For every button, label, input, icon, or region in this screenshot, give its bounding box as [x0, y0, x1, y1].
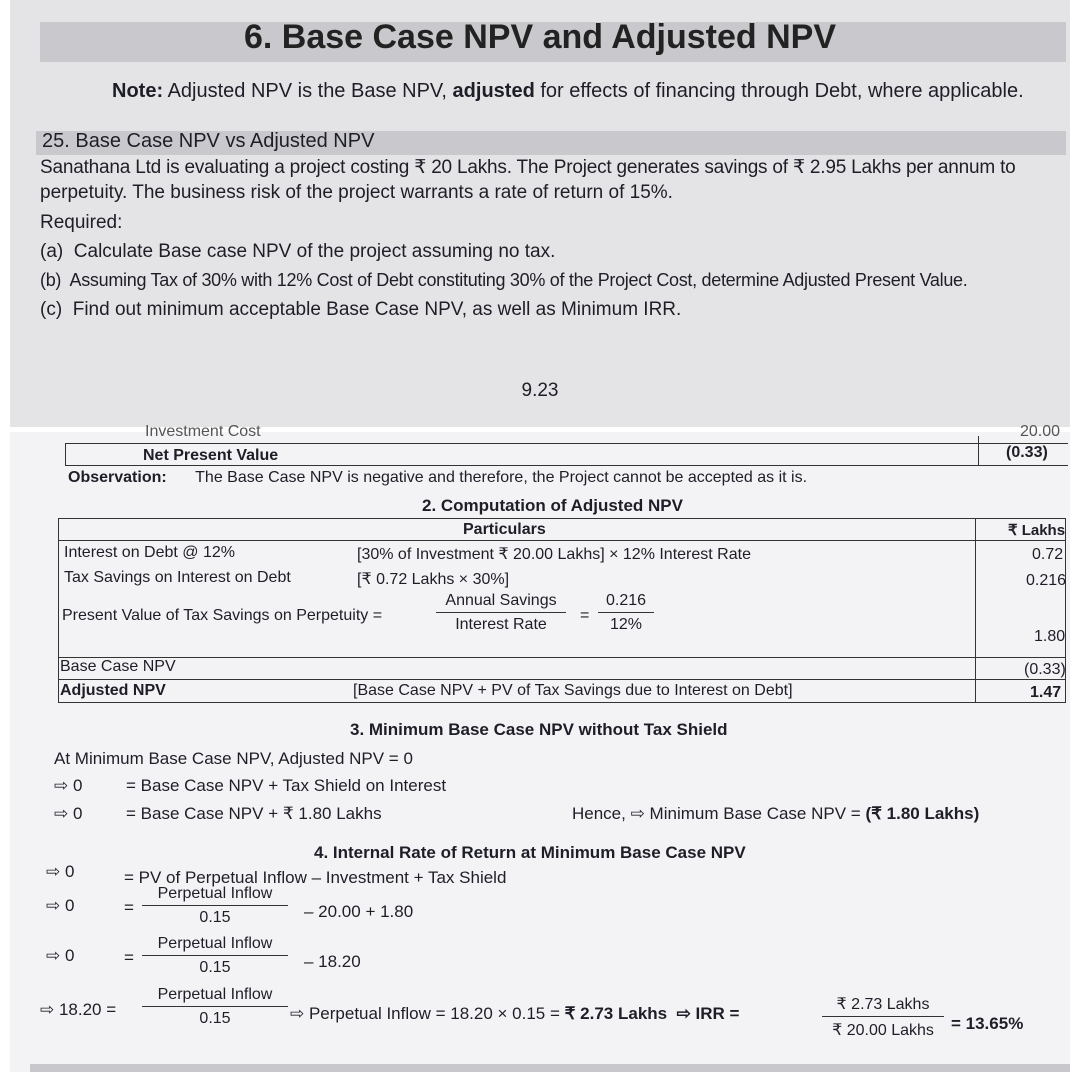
- row-pv-equals: =: [580, 607, 590, 624]
- observation: [68, 469, 807, 487]
- section-3-title: 3. Minimum Base Case NPV without Tax Shield: [350, 720, 728, 739]
- step-3-equals: =: [124, 948, 134, 967]
- adj-table-line-left: [58, 518, 59, 702]
- note-label: Note:: [112, 80, 164, 102]
- note: [112, 80, 1024, 103]
- part-b-text: Assuming Tax of 30% with 12% Cost of Debt constituting 30% of the Project Cost, determine Adjusted Present Value.: [69, 270, 968, 290]
- part-a-label: (a): [40, 241, 64, 262]
- note-text-2: for effects of financing through Debt, where applicable.: [540, 80, 1024, 102]
- step-1-rhs: = PV of Perpetual Inflow – Investment + Tax Shield: [124, 868, 507, 887]
- step-1-lhs: ⇨ 0: [46, 862, 75, 881]
- row-pv-frac2-den: 12%: [609, 616, 643, 633]
- adj-table-line-header: [58, 540, 1066, 541]
- step-4-den: 0.15: [199, 1010, 231, 1027]
- adj-table-line-adjusted: [58, 679, 1066, 680]
- question-number: 25.: [42, 130, 70, 152]
- step-4-mid-text: ⇨ Perpetual Inflow = 18.20 × 0.15 =: [290, 1004, 560, 1023]
- adj-table-line-bottom: [58, 702, 1066, 703]
- row-adjusted-npv-detail: [Base Case NPV + PV of Tax Savings due to Interest on Debt]: [353, 682, 793, 699]
- chapter-title: 6. Base Case NPV and Adjusted NPV: [243, 18, 837, 56]
- observation-text: The Base Case NPV is negative and therefore, the Project cannot be accepted as it is.: [195, 469, 808, 486]
- question-title-text: Base Case NPV vs Adjusted NPV: [75, 130, 375, 152]
- section-3-line-2-rhs: = Base Case NPV + Tax Shield on Interest: [126, 776, 447, 795]
- step-4-irr-num: ₹ 2.73 Lakhs: [822, 994, 944, 1017]
- step-2-rest: – 20.00 + 1.80: [304, 902, 414, 921]
- row-interest-detail: [30% of Investment ₹ 20.00 Lakhs] × 12% Interest Rate: [357, 546, 751, 563]
- row-pv-fraction-2: [598, 592, 654, 634]
- cutoff-investment-label: Investment Cost: [145, 423, 261, 440]
- part-a-text: Calculate Base case NPV of the project assuming no tax.: [73, 241, 556, 262]
- step-4-mid: [290, 1004, 739, 1024]
- npv-row-label: Net Present Value: [143, 447, 279, 464]
- note-text-1: Adjusted NPV is the Base NPV,: [167, 80, 447, 102]
- section-3-line-1: At Minimum Base Case NPV, Adjusted NPV = 0: [54, 749, 413, 768]
- step-2-num: Perpetual Inflow: [142, 885, 288, 906]
- step-3-rest: – 18.20: [304, 952, 361, 971]
- row-pv-frac1-num: Annual Savings: [436, 592, 566, 613]
- row-pv-frac1-den: Interest Rate: [455, 616, 547, 633]
- bottom-page-edge-band: [30, 1064, 1070, 1072]
- required-part-c: [40, 299, 681, 321]
- row-pv-value: 1.80: [1034, 628, 1066, 645]
- row-tax-savings-value: 0.216: [1026, 572, 1067, 589]
- step-3-lhs: ⇨ 0: [46, 946, 75, 965]
- row-adjusted-npv-value: 1.47: [1030, 684, 1062, 701]
- section-3-line-2-lhs: ⇨ 0: [54, 776, 83, 795]
- page-number: 9.23: [521, 380, 559, 401]
- section-3-conclusion: [572, 804, 979, 824]
- section-3-conclusion-value: (₹ 1.80 Lakhs): [865, 804, 980, 823]
- part-c-text: Find out minimum acceptable Base Case NPV, as well as Minimum IRR.: [72, 299, 682, 320]
- step-3-fraction: [142, 935, 288, 977]
- step-2-lhs: ⇨ 0: [46, 896, 75, 915]
- section-2-title: 2. Computation of Adjusted NPV: [422, 496, 683, 515]
- step-4-result: = 13.65%: [951, 1014, 1024, 1033]
- npv-table-line-top: [65, 443, 1068, 444]
- step-2-den: 0.15: [199, 909, 231, 926]
- step-4-inflow: ₹ 2.73 Lakhs: [564, 1004, 668, 1023]
- step-2-equals: =: [124, 898, 134, 917]
- step-4-fraction: [142, 986, 288, 1028]
- row-tax-savings-label: Tax Savings on Interest on Debt: [64, 569, 291, 586]
- col-amount: ₹ Lakhs: [1008, 522, 1066, 539]
- npv-table-line-left: [65, 443, 66, 465]
- adj-table-line-top: [58, 518, 1066, 519]
- cutoff-investment-value: 20.00: [1020, 423, 1061, 440]
- npv-table-line-bottom: [65, 465, 1068, 466]
- top-page: [10, 0, 1070, 427]
- note-bold: adjusted: [452, 80, 535, 102]
- col-particulars: Particulars: [463, 521, 546, 538]
- adj-table-line-mid: [975, 518, 976, 702]
- section-3-line-3-lhs: ⇨ 0: [54, 804, 83, 823]
- question-title: [42, 130, 374, 153]
- question-line-1: Sanathana Ltd is evaluating a project costing ₹ 20 Lakhs. The Project generates savings of ₹ 2.95 Lakhs per annum to: [40, 157, 1016, 178]
- step-3-den: 0.15: [199, 959, 231, 976]
- step-4-irr-fraction: [822, 994, 944, 1040]
- bottom-page: [10, 423, 1070, 1072]
- section-3-conclusion-text: Hence, ⇨ Minimum Base Case NPV =: [572, 804, 861, 823]
- step-2-fraction: [142, 885, 288, 927]
- step-4-irr-label: ⇨ IRR =: [676, 1004, 740, 1023]
- observation-label: Observation:: [68, 469, 167, 486]
- npv-row-value: (0.33): [1006, 444, 1048, 461]
- step-4-irr-den: ₹ 20.00 Lakhs: [832, 1022, 934, 1039]
- section-4-title: 4. Internal Rate of Return at Minimum Base Case NPV: [314, 843, 746, 862]
- step-4-num: Perpetual Inflow: [142, 986, 288, 1007]
- question-line-2: perpetuity. The business risk of the project warrants a rate of return of 15%.: [40, 182, 673, 203]
- step-4-lhs: ⇨ 18.20 =: [40, 1000, 117, 1019]
- row-base-npv-label: Base Case NPV: [60, 658, 176, 675]
- required-part-a: [40, 241, 555, 263]
- row-interest-value: 0.72: [1032, 546, 1064, 563]
- row-adjusted-npv-label: Adjusted NPV: [60, 682, 166, 699]
- row-tax-savings-detail: [₹ 0.72 Lakhs × 30%]: [357, 571, 510, 588]
- required-label: Required:: [40, 212, 123, 233]
- required-part-b: [40, 270, 967, 291]
- part-c-label: (c): [40, 299, 63, 320]
- row-interest-label: Interest on Debt @ 12%: [64, 544, 235, 561]
- step-3-num: Perpetual Inflow: [142, 935, 288, 956]
- npv-table-line-mid: [978, 436, 979, 465]
- row-pv-frac2-num: 0.216: [598, 592, 654, 613]
- row-pv-label: Present Value of Tax Savings on Perpetuity =: [62, 607, 383, 624]
- section-3-line-3-rhs: = Base Case NPV + ₹ 1.80 Lakhs: [126, 804, 382, 823]
- row-pv-fraction-1: [436, 592, 566, 634]
- adj-table-line-base: [58, 657, 1066, 658]
- row-base-npv-value: (0.33): [1024, 661, 1066, 678]
- part-b-label: (b): [40, 270, 62, 290]
